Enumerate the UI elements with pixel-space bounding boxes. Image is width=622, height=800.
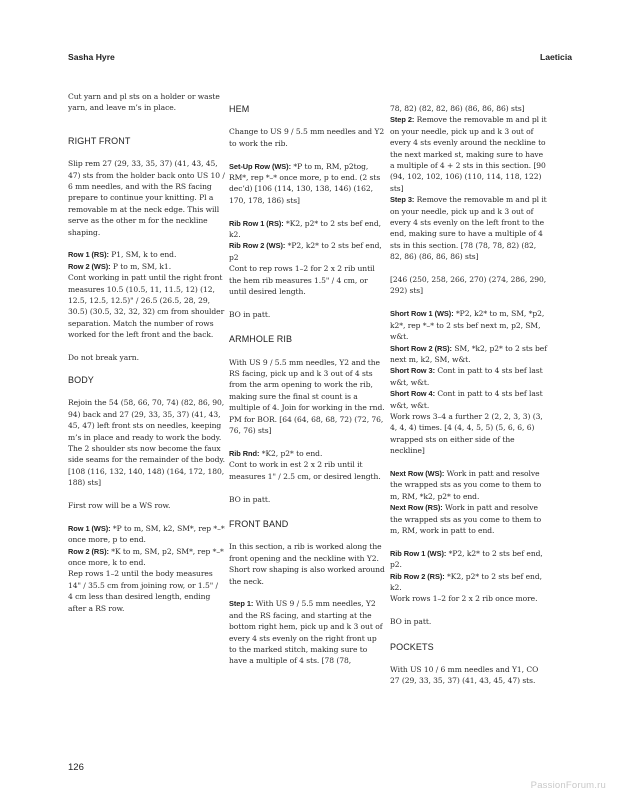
row-label: Next Row (RS): (390, 503, 443, 513)
column-1 (68, 91, 225, 625)
hem-bo: BO in patt. (229, 309, 271, 319)
column-3 (390, 103, 547, 698)
row-text: Cont in patt to 4 sts bef last w&t, w&t. (390, 389, 543, 410)
row-text: *P to m, SM, k2, SM*, rep *–* once more, p to end. (68, 523, 225, 545)
row-text: Work in patt and resolve the wrapped sts as you come to them to m, RM, work in patt to end. (390, 503, 542, 535)
section-title-armhole-rib: ARMHOLE RIB (229, 334, 293, 345)
body-row-2 (68, 546, 225, 569)
armhole-cont: Cont to work in est 2 x 2 rib until it measures 1" / 2.5 cm, or desired length. (229, 460, 381, 481)
right-front-text: Slip rem 27 (29, 33, 35, 37) (41, 43, 45, 47) sts from the holder back onto US 10 / 6 mm needles, and with the RS facing prepare to continue your knitting. Pl a removable m at the neck edge. This will serve as the other m for the neckline shaping. (68, 159, 225, 237)
short-row-repeat: Work rows 3–4 a further 2 (2, 2, 3, 3) (3, 4, 4, 4) times. [4 (4, 4, 5, 5) (5, 6, 6, 6) wrapped sts on either side of the neckline] (390, 411, 543, 456)
row-text: *K2, p2* to end. (259, 448, 323, 458)
row-text: Work in patt and resolve the wrapped sts as you come to them to m, RM, *k2, p2* to end. (390, 468, 542, 501)
page-number: 126 (68, 762, 84, 773)
row-label: Rib Row 1 (RS): (229, 218, 284, 228)
row-label: Rib Row 2 (RS): (390, 571, 445, 581)
pockets-text: With US 10 / 6 mm needles and Y1, CO 27 (29, 33, 35, 37) (41, 43, 45, 47) sts. (390, 665, 539, 686)
row-text: Remove the removable m and pl it on your needle, pick up and k 3 out of every 4 sts evenly on the left front to the end, making sure to have a multiple of 4 sts in this section. [78 (78, 78, 82) (82, 82, 86) (86, 86, 86) sts] (390, 195, 547, 262)
band-rib-repeat: Work rows 1–2 for 2 x 2 rib once more. (390, 594, 538, 604)
row-label: Set-Up Row (WS): (229, 161, 292, 171)
row-label: Row 2 (RS): (68, 546, 109, 556)
row-label: Step 1: (229, 599, 254, 609)
section-title-front-band: FRONT BAND (229, 518, 289, 529)
author-name: Sasha Hyre (68, 52, 115, 62)
next-row-ws (390, 468, 547, 502)
short-row-3 (390, 365, 547, 388)
front-band-step-1-cont: 78, 82) (82, 82, 86) (86, 86, 86) sts] (390, 104, 525, 113)
row-label: Short Row 1 (WS): (390, 309, 454, 319)
hem-cont: Cont to rep rows 1–2 for 2 x 2 rib until the hem rib measures 1.5" / 4 cm, or until desired length. (229, 264, 375, 297)
front-band-step-3 (390, 194, 547, 262)
pattern-name: Laeticia (539, 52, 572, 62)
hem-rib-row-2 (229, 240, 386, 263)
row-label: Rib Row 1 (WS): (390, 548, 447, 558)
intro-text: Cut yarn and pl sts on a holder or waste yarn, and leave m’s in place. (68, 92, 220, 113)
band-rib-row-1 (390, 548, 547, 571)
row-label: Step 2: (390, 115, 415, 125)
row-label: Short Row 3: (390, 366, 435, 376)
hem-text: Change to US 9 / 5.5 mm needles and Y2 to work the rib. (229, 127, 385, 148)
row-text: *K to m, SM, p2, SM*, rep *–* once more, k to end. (68, 546, 224, 567)
row-label: Row 1 (WS): (68, 523, 111, 533)
short-row-4 (390, 388, 547, 411)
body-text: Rejoin the 54 (58, 66, 70, 74) (82, 86, 90, 94) back and 27 (29, 33, 35, 37) (41, 43, 45, 47) left front sts on needles, keeping m’s in place and ready to work the body. The 2 shoulder sts now become the faux side seams for the remainder of the body. [108 (116, 132, 140, 148) (164, 172, 180, 188) sts] (68, 398, 225, 488)
row-label: Short Row 2 (RS): (390, 343, 452, 353)
row-text: *P2, k2* to 2 sts bef end, p2 (229, 241, 382, 262)
row-text: *P2, k2* to 2 sts bef end, p2. (390, 548, 543, 570)
body-row-1 (68, 523, 225, 546)
section-title-body: BODY (68, 374, 94, 385)
right-front-cont: Cont working in patt until the right front measures 10.5 (10.5, 11, 11.5, 12) (12, 12.5, 12.5, 12.5)" / 26.5 (26.5, 28, 29, 30.5) (30.5, 32, 32, 32) cm from shoulder separation. Match the number of rows worked for the left front and the back. (68, 273, 225, 340)
hem-rib-row-1 (229, 218, 386, 241)
right-front-row-2 (68, 261, 225, 272)
front-band-text: In this section, a rib is worked along the front opening and the neckline with Y2. Short row shaping is also worked around the neck. (229, 542, 385, 586)
right-front-note: Do not break yarn. (68, 353, 139, 363)
row-label: Step 3: (390, 195, 415, 205)
body-rep: Rep rows 1–2 until the body measures 14" / 35.5 cm from joining row, or 1.5" / 4 cm less than desired length, ending after a RS row. (68, 569, 218, 613)
front-band-step-2 (390, 114, 547, 194)
next-row-rs (390, 502, 547, 536)
row-text: Cont in patt to 4 sts bef last w&t, w&t. (390, 366, 543, 387)
short-row-1 (390, 308, 547, 342)
row-label: Short Row 4: (390, 389, 435, 399)
right-front-row-1 (68, 249, 225, 260)
short-row-2 (390, 343, 547, 366)
row-label: Row 2 (WS): (68, 261, 111, 271)
armhole-text: With US 9 / 5.5 mm needles, Y2 and the RS facing, pick up and k 3 out of 4 sts from the arm opening to work the rib, making sure the final st count is a multiple of 4. Join for working in the rnd. PM for BOR. [64 (64, 68, 68, 72) (72, 76, 76, 76) sts] (229, 357, 385, 436)
row-label: Rib Row 2 (WS): (229, 241, 286, 251)
section-title-right-front: RIGHT FRONT (68, 135, 131, 146)
band-bo: BO in patt. (390, 617, 432, 627)
armhole-bo: BO in patt. (229, 494, 271, 504)
column-2 (229, 91, 386, 678)
row-text: P1, SM, k to end. (108, 250, 177, 260)
row-text: *P2, k2* to m, SM, *p2, k2*, rep *–* to 2 sts bef next m, p2, SM, w&t. (390, 309, 545, 342)
row-label: Next Row (WS): (390, 468, 445, 478)
hem-setup-row (229, 161, 386, 207)
section-title-hem: HEM (229, 104, 250, 114)
section-title-pockets: POCKETS (390, 641, 434, 652)
front-band-step-1 (229, 598, 386, 666)
body-first-row: First row will be a WS row. (68, 500, 171, 510)
row-text: *K2, p2* to 2 sts bef end, k2. (229, 218, 381, 240)
row-label: Rib Rnd: (229, 448, 260, 458)
front-band-total: [246 (250, 258, 266, 270) (274, 286, 290, 292) sts] (390, 275, 547, 296)
row-text: Remove the removable m and pl it on your needle, pick up and k 3 out of every 4 sts evenly around the neckline to the next marked st, making sure to have a multiple of 4 + 2 sts in this section. [90 (94, 102, 102, 106) (110, 114, 118, 122) sts] (390, 115, 547, 193)
row-text: SM, *k2, p2* to 2 sts bef next m, k2, SM, w&t. (390, 343, 547, 364)
row-text: With US 9 / 5.5 mm needles, Y2 and the RS facing, and starting at the bottom right hem, pick up and k 3 out of every 4 sts evenly on the right front up to the marked stitch, making sure to have a multiple of 4 sts. [78 (78, (229, 599, 383, 666)
row-text: *K2, p2* to 2 sts bef end, k2. (390, 571, 542, 592)
watermark: PassionForum.ru (530, 780, 606, 791)
row-text: P to m, SM, k1. (110, 261, 172, 271)
row-label: Row 1 (RS): (68, 250, 109, 260)
band-rib-row-2 (390, 571, 547, 594)
row-text: *P to m, RM, p2tog, RM*, rep *–* once more, p to end. (2 sts dec’d) [106 (114, 130, 138, 146) (162, 170, 178, 186) sts] (229, 161, 381, 205)
armhole-rib-rnd (229, 448, 386, 459)
